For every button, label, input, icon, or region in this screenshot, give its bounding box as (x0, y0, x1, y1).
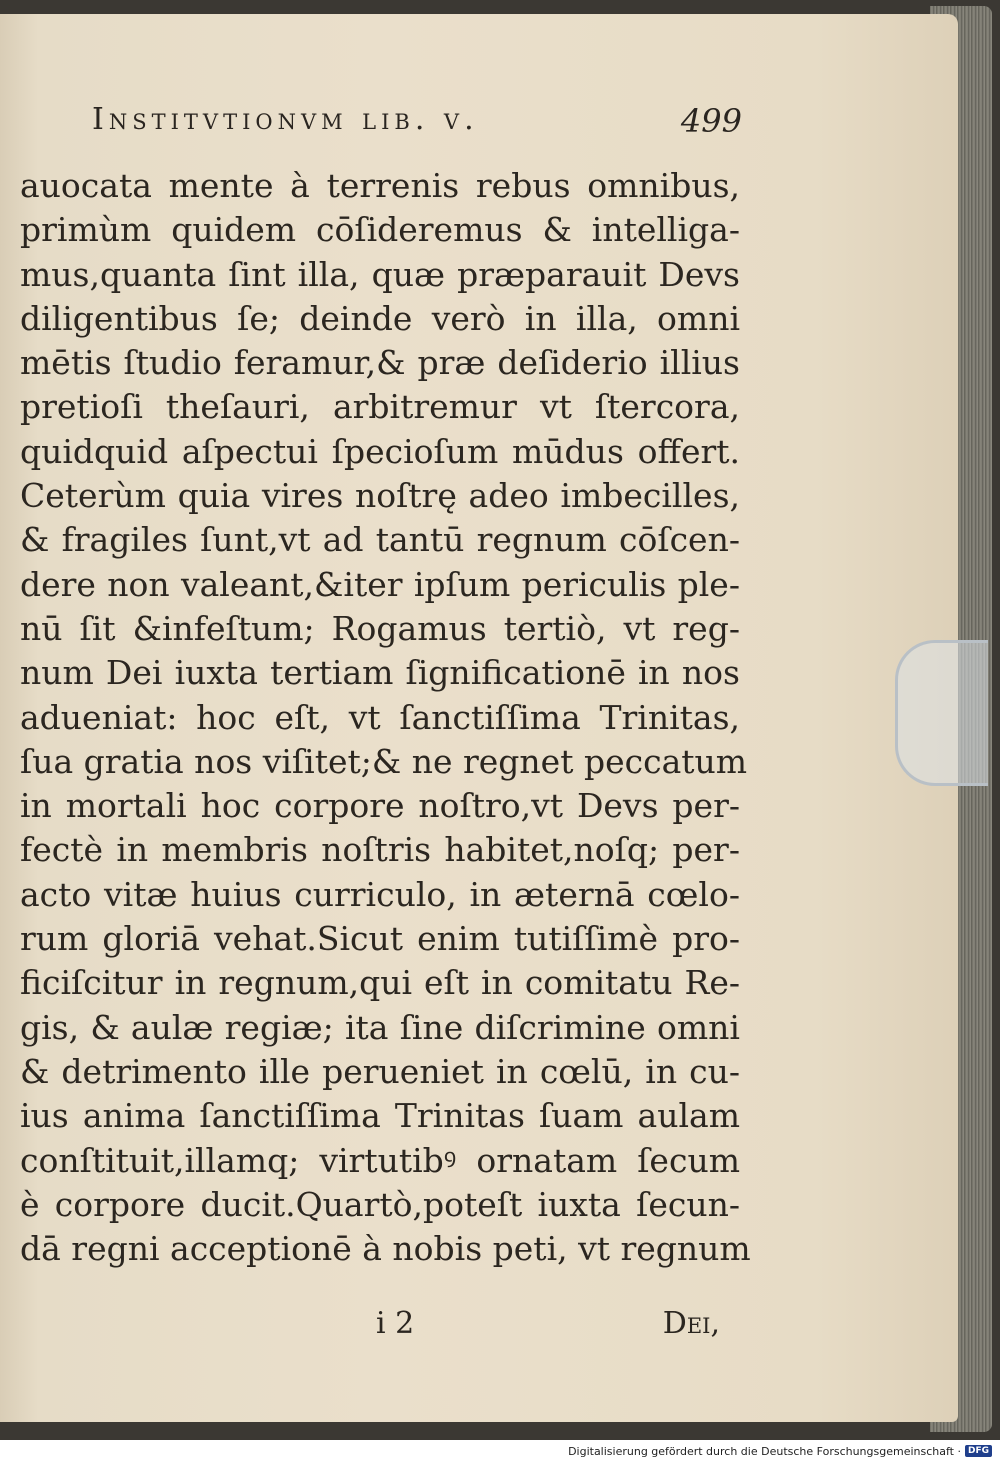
text-line: & detrimento ille perueniet in cœlū, in cu- (20, 1051, 740, 1091)
text-line: gis, & aulæ regiæ; ita ſine diſcrimine omni (20, 1007, 740, 1047)
text-line: mus,quanta ſint illa, quæ præparauit Devs (20, 254, 740, 294)
credit-text: Digitalisierung gefördert durch die Deutsche Forschungsgemeinschaft · (568, 1444, 961, 1458)
signature-mark: i 2 (376, 1306, 415, 1341)
text-line: nū ſit &infeſtum; Rogamus tertiò, vt reg- (20, 608, 740, 648)
catchword: Dei, (662, 1306, 720, 1341)
page-number: 499 (680, 102, 742, 140)
text-line: pretioſi theſauri, arbitremur vt ſtercora, (20, 387, 740, 427)
text-line: Ceterùm quia vires noſtrę adeo imbecilles, (20, 476, 740, 516)
text-line: acto vitæ huius curriculo, in æternā cœlo- (20, 874, 740, 914)
text-line: adueniat: hoc eſt, vt ſanctiſſima Trinitas, (20, 697, 740, 737)
text-line: fectè in membris noſtris habitet,noſq; per- (20, 830, 740, 870)
text-line: & fragiles ſunt,vt ad tantū regnum cōſcen- (20, 520, 740, 560)
text-line: num Dei iuxta tertiam ſignificationē in nos (20, 653, 740, 693)
text-line: mētis ſtudio feramur,& præ deſiderio illius (20, 343, 740, 383)
text-line: diligentibus ſe; deinde verò in illa, omni (20, 298, 740, 338)
text-line: ius anima ſanctiſſima Trinitas ſuam aulam (20, 1096, 740, 1136)
text-line: ficiſcitur in regnum,qui eſt in comitatu Re- (20, 963, 740, 1003)
text-line: dā regni acceptionē à nobis peti, vt regnum (20, 1229, 751, 1269)
text-line: in mortali hoc corpore noſtro,vt Devs per- (20, 786, 740, 826)
digitization-credit (568, 1443, 992, 1459)
text-line: quidquid aſpectui ſpecioſum mūdus offert. (20, 431, 740, 471)
book-page (0, 14, 958, 1422)
dfg-logo-icon: DFG (965, 1445, 992, 1457)
page-clip (895, 640, 988, 786)
page-footer (20, 1306, 720, 1350)
body-text (20, 164, 751, 1271)
text-line: primùm quidem cōſideremus & intelliga- (20, 210, 740, 250)
text-line: è corpore ducit.Quartò,poteſt iuxta ſecun- (20, 1184, 740, 1224)
text-line: dere non valeant,&iter ipſum periculis ple- (20, 564, 740, 604)
text-line: conſtituit,illamq; virtutibꝰ ornatam ſecum (20, 1140, 740, 1180)
running-title: Institvtionvm lib. v. (92, 102, 479, 137)
running-header (92, 102, 742, 146)
text-line: ſua gratia nos viſitet;& ne regnet peccatum (20, 741, 748, 781)
text-line: auocata mente à terrenis rebus omnibus, (20, 166, 740, 205)
text-line: rum gloriā vehat.Sicut enim tutiſſimè pro- (20, 919, 740, 959)
